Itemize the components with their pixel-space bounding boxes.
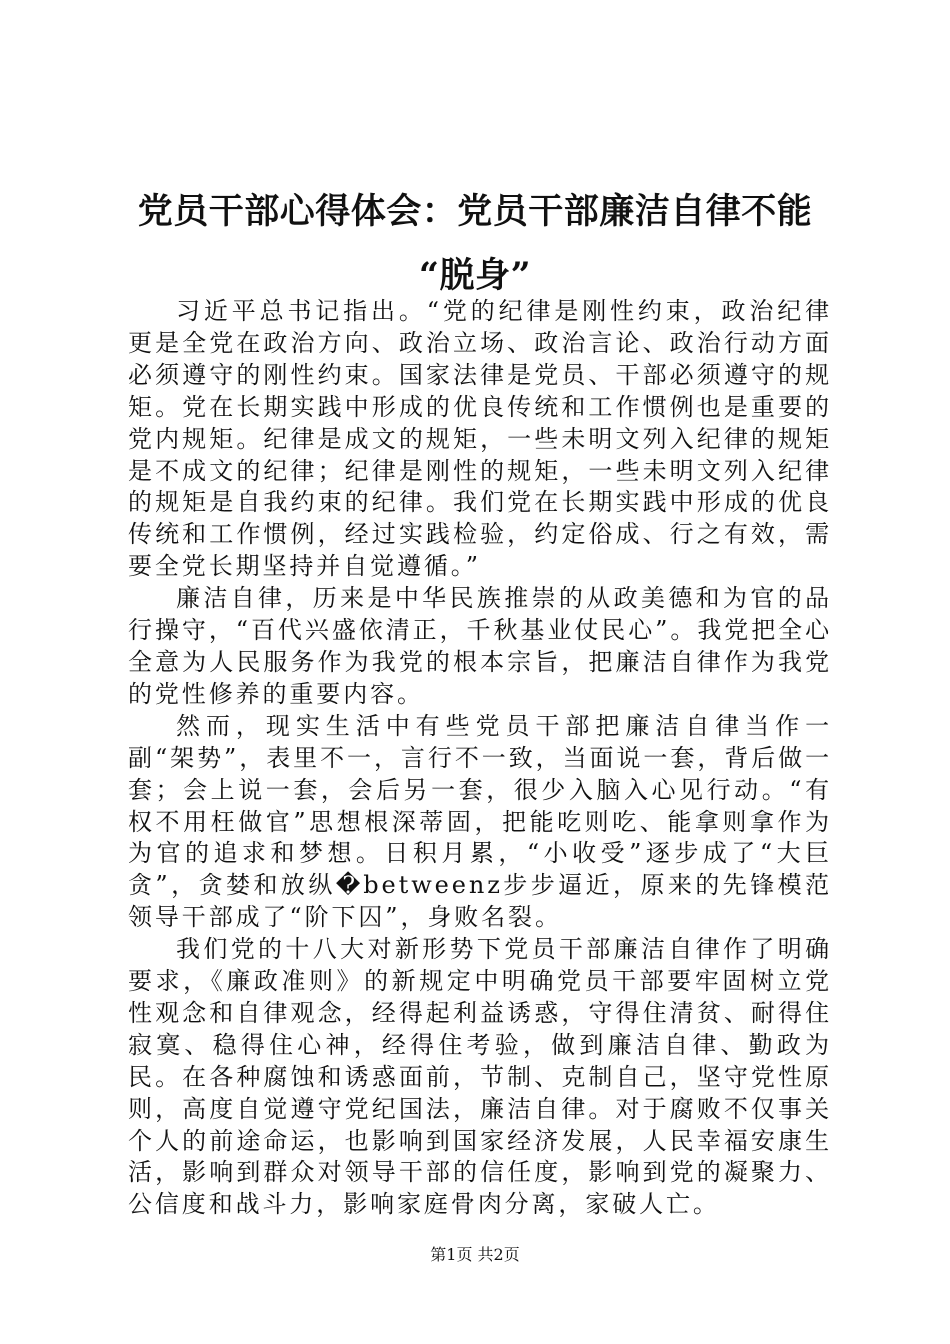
page-footer: 第1页 共2页 (430, 1245, 520, 1264)
document-body (128, 296, 832, 1221)
paragraph-2: 廉洁自律，历来是中华民族推崇的从政美德和为官的品行操守，“百代兴盛依清正，千秋基业仗民心”。我党把全心全意为人民服务作为我党的根本宗旨，把廉洁自律作为我党的党性修养的重要内容。 (128, 584, 832, 708)
title-line-2: “脱身” (418, 255, 532, 296)
title-line-1: 党员干部心得体会：党员干部廉洁自律不能 (137, 191, 813, 232)
paragraph-3: 然而，现实生活中有些党员干部把廉洁自律当作一副“架势”，表里不一，言行不一致，当面说一套，背后做一套；会上说一套，会后另一套，很少入脑入心见行动。“有权不用枉做官”思想根深蒂固，把能吃则吃、能拿则拿作为为官的追求和梦想。日积月累，“小收受”逐步成了“大巨贪”，贪婪和放纵�betweenz步步逼近，原来的先锋模范领导干部成了“阶下囚”，身败名裂。 (128, 711, 832, 932)
document-title (90, 180, 860, 308)
paragraph-1: 习近平总书记指出。“党的纪律是刚性约束，政治纪律更是全党在政治方向、政治立场、政治言论、政治行动方面必须遵守的刚性约束。国家法律是党员、干部必须遵守的规矩。党在长期实践中形成的优良传统和工作惯例也是重要的党内规矩。纪律是成文的规矩，一些未明文列入纪律的规矩是不成文的纪律；纪律是刚性的规矩，一些未明文列入纪律的规矩是自我约束的纪律。我们党在长期实践中形成的优良传统和工作惯例，经过实践检验，约定俗成、行之有效，需要全党长期坚持并自觉遵循。” (128, 297, 832, 581)
paragraph-4: 我们党的十八大对新形势下党员干部廉洁自律作了明确要求，《廉政准则》的新规定中明确党员干部要牢固树立党性观念和自律观念，经得起利益诱惑，守得住清贫、耐得住寂寞、稳得住心神，经得住考验，做到廉洁自律、勤政为民。在各种腐蚀和诱惑面前，节制、克制自己，坚守党性原则，高度自觉遵守党纪国法，廉洁自律。对于腐败不仅事关个人的前途命运，也影响到国家经济发展，人民幸福安康生活，影响到群众对领导干部的信任度，影响到党的凝聚力、公信度和战斗力，影响家庭骨肉分离，家破人亡。 (128, 935, 832, 1219)
